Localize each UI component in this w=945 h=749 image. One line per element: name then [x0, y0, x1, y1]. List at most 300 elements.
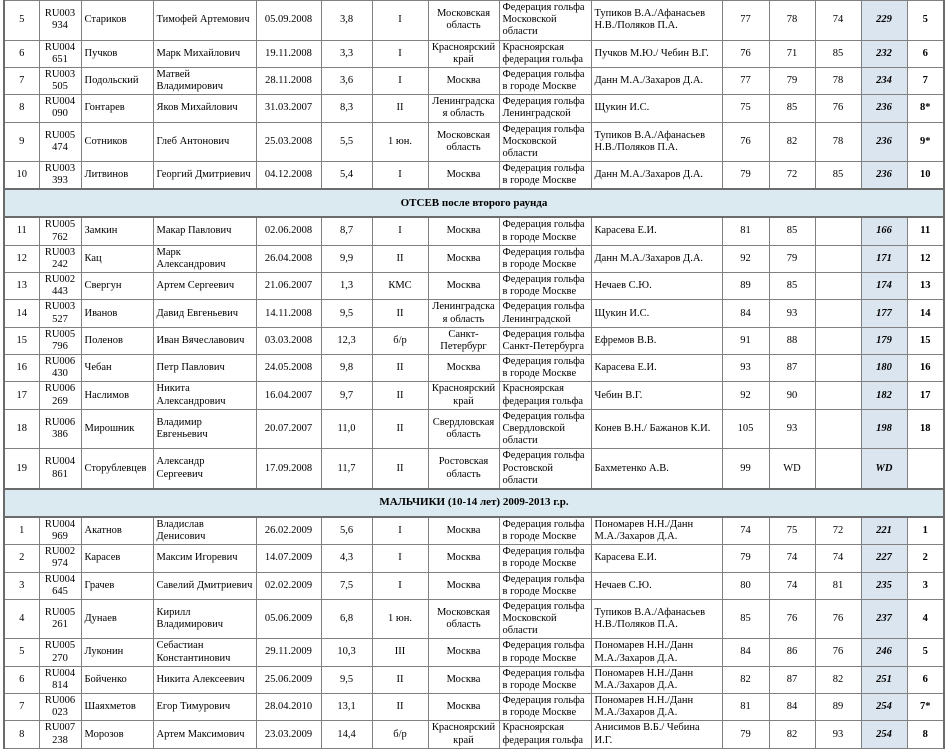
cell-region: Красноярский край — [428, 721, 499, 748]
cell-fed: Федерация гольфа в городе Москве — [499, 639, 591, 666]
cell-r2: 75 — [769, 517, 815, 545]
cell-first: Петр Павлович — [153, 355, 256, 382]
cell-dob: 25.03.2008 — [256, 122, 321, 162]
cell-id: RU006430 — [39, 355, 81, 382]
cell-hcp: 4,3 — [321, 545, 372, 572]
cell-place: 6 — [907, 666, 944, 693]
cell-fed: Красноярская федерация гольфа — [499, 382, 591, 409]
cell-last: Иванов — [81, 300, 153, 327]
cell-r3: 76 — [815, 95, 861, 122]
table-row[interactable] — [4, 694, 944, 721]
cell-dob: 17.09.2008 — [256, 449, 321, 489]
cell-fed: Федерация гольфа Санкт-Петербурга — [499, 327, 591, 354]
cell-id: RU003393 — [39, 162, 81, 190]
cell-r1: 82 — [722, 666, 769, 693]
cell-no: 11 — [4, 217, 39, 245]
cell-region: Санкт-Петербург — [428, 327, 499, 354]
cell-fed: Федерация гольфа в городе Москве — [499, 273, 591, 300]
cell-dob: 05.06.2009 — [256, 599, 321, 639]
table-row[interactable] — [4, 327, 944, 354]
cell-hcp: 13,1 — [321, 694, 372, 721]
results-table — [3, 0, 945, 749]
cell-id: RU004814 — [39, 666, 81, 693]
cell-place: 8* — [907, 95, 944, 122]
cell-rank: II — [372, 694, 428, 721]
cell-region: Москва — [428, 217, 499, 245]
table-row[interactable] — [4, 409, 944, 449]
cell-region: Московская область — [428, 1, 499, 41]
cell-r3: 85 — [815, 162, 861, 190]
cell-r2: 72 — [769, 162, 815, 190]
cell-id: RU006386 — [39, 409, 81, 449]
table-row[interactable] — [4, 245, 944, 272]
cell-rank: б/р — [372, 327, 428, 354]
table-row[interactable] — [4, 545, 944, 572]
cell-last: Стариков — [81, 1, 153, 41]
cell-rank: II — [372, 355, 428, 382]
cell-hcp: 9,7 — [321, 382, 372, 409]
cell-last: Наслимов — [81, 382, 153, 409]
table-row[interactable] — [4, 666, 944, 693]
cell-dob: 16.04.2007 — [256, 382, 321, 409]
cell-coach: Пономарев Н.Н./Данн М.А./Захаров Д.А. — [591, 694, 722, 721]
cell-r1: 80 — [722, 572, 769, 599]
cell-total: 227 — [861, 545, 907, 572]
cell-id: RU004651 — [39, 40, 81, 67]
cell-total: 254 — [861, 721, 907, 748]
cell-rank: II — [372, 245, 428, 272]
cell-r1: 79 — [722, 545, 769, 572]
cell-rank: II — [372, 409, 428, 449]
cell-r3: 93 — [815, 721, 861, 748]
cell-last: Сторублевцев — [81, 449, 153, 489]
cell-no: 6 — [4, 40, 39, 67]
cell-dob: 04.12.2008 — [256, 162, 321, 190]
cell-r2: 79 — [769, 67, 815, 94]
cell-rank: II — [372, 449, 428, 489]
cell-dob: 28.11.2008 — [256, 67, 321, 94]
cell-first: Владислав Денисович — [153, 517, 256, 545]
cell-r2: 87 — [769, 666, 815, 693]
cell-dob: 23.03.2009 — [256, 721, 321, 748]
section-band-cut-after-round-2 — [4, 189, 944, 217]
cell-no: 17 — [4, 382, 39, 409]
cell-total: 246 — [861, 639, 907, 666]
cell-dob: 14.07.2009 — [256, 545, 321, 572]
cell-r2: 71 — [769, 40, 815, 67]
cell-id: RU005474 — [39, 122, 81, 162]
cell-last: Гонтарев — [81, 95, 153, 122]
cell-no: 4 — [4, 599, 39, 639]
cell-fed: Федерация гольфа в городе Москве — [499, 355, 591, 382]
cell-first: Иван Вячеславович — [153, 327, 256, 354]
cell-hcp: 5,6 — [321, 517, 372, 545]
cell-r1: 81 — [722, 217, 769, 245]
cell-fed: Федерация гольфа в городе Москве — [499, 162, 591, 190]
cell-first: Никита Александрович — [153, 382, 256, 409]
cell-total: 182 — [861, 382, 907, 409]
cell-total: 251 — [861, 666, 907, 693]
cell-region: Ленинградская область — [428, 95, 499, 122]
cell-r2: 74 — [769, 572, 815, 599]
cell-coach: Карасева Е.И. — [591, 355, 722, 382]
cell-first: Георгий Дмитриевич — [153, 162, 256, 190]
cell-id: RU002443 — [39, 273, 81, 300]
cell-r1: 75 — [722, 95, 769, 122]
cell-place: 12 — [907, 245, 944, 272]
cell-total: 180 — [861, 355, 907, 382]
cell-id: RU004969 — [39, 517, 81, 545]
cell-r1: 74 — [722, 517, 769, 545]
cell-coach: Щукин И.С. — [591, 95, 722, 122]
cell-first: Себастиан Константинович — [153, 639, 256, 666]
cell-hcp: 3,3 — [321, 40, 372, 67]
cell-coach: Пономарев Н.Н./Данн М.А./Захаров Д.А. — [591, 517, 722, 545]
cell-r3 — [815, 449, 861, 489]
cell-total: 232 — [861, 40, 907, 67]
cell-r2: 79 — [769, 245, 815, 272]
cell-fed: Красноярская федерация гольфа — [499, 721, 591, 748]
cell-id: RU003242 — [39, 245, 81, 272]
cell-place: 14 — [907, 300, 944, 327]
cell-r2: 74 — [769, 545, 815, 572]
cell-hcp: 7,5 — [321, 572, 372, 599]
cell-fed: Федерация гольфа в городе Москве — [499, 545, 591, 572]
cell-region: Красноярский край — [428, 40, 499, 67]
cell-r2: 88 — [769, 327, 815, 354]
cell-hcp: 1,3 — [321, 273, 372, 300]
cell-dob: 24.05.2008 — [256, 355, 321, 382]
cell-last: Сотников — [81, 122, 153, 162]
cell-coach: Карасева Е.И. — [591, 545, 722, 572]
cell-last: Луконин — [81, 639, 153, 666]
cell-total: 177 — [861, 300, 907, 327]
cell-r3: 81 — [815, 572, 861, 599]
cell-dob: 29.11.2009 — [256, 639, 321, 666]
cell-dob: 19.11.2008 — [256, 40, 321, 67]
cell-place — [907, 449, 944, 489]
cell-dob: 25.06.2009 — [256, 666, 321, 693]
cell-first: Никита Алексеевич — [153, 666, 256, 693]
cell-total: WD — [861, 449, 907, 489]
section-band-label: ОТСЕВ после второго раунда — [4, 189, 944, 217]
table-row[interactable] — [4, 572, 944, 599]
cell-no: 10 — [4, 162, 39, 190]
table-row[interactable] — [4, 449, 944, 489]
cell-r2: 85 — [769, 217, 815, 245]
cell-coach: Тупиков В.А./Афанасьев Н.В./Поляков П.А. — [591, 1, 722, 41]
cell-dob: 26.04.2008 — [256, 245, 321, 272]
cell-hcp: 8,3 — [321, 95, 372, 122]
cell-r3 — [815, 273, 861, 300]
cell-last: Кац — [81, 245, 153, 272]
cell-r1: 77 — [722, 67, 769, 94]
cell-r3 — [815, 382, 861, 409]
cell-r1: 84 — [722, 639, 769, 666]
cell-hcp: 3,6 — [321, 67, 372, 94]
table-row[interactable] — [4, 355, 944, 382]
cell-r2: 84 — [769, 694, 815, 721]
cell-r2: 86 — [769, 639, 815, 666]
cell-fed: Федерация гольфа в городе Москве — [499, 67, 591, 94]
cell-region: Ростовская область — [428, 449, 499, 489]
cell-r3: 78 — [815, 122, 861, 162]
cell-rank: I — [372, 40, 428, 67]
cell-region: Москва — [428, 245, 499, 272]
cell-r1: 84 — [722, 300, 769, 327]
cell-total: 198 — [861, 409, 907, 449]
cell-r2: 82 — [769, 721, 815, 748]
cell-r2: 85 — [769, 95, 815, 122]
cell-total: 174 — [861, 273, 907, 300]
cell-place: 1 — [907, 517, 944, 545]
cell-r1: 91 — [722, 327, 769, 354]
cell-last: Замкин — [81, 217, 153, 245]
cell-id: RU005261 — [39, 599, 81, 639]
cell-total: 234 — [861, 67, 907, 94]
cell-coach: Тупиков В.А./Афанасьев Н.В./Поляков П.А. — [591, 122, 722, 162]
cell-place: 5 — [907, 1, 944, 41]
cell-fed: Федерация гольфа Ленинградской — [499, 95, 591, 122]
cell-fed: Федерация гольфа Ростовской области — [499, 449, 591, 489]
cell-first: Кирилл Владимирович — [153, 599, 256, 639]
cell-hcp: 9,5 — [321, 666, 372, 693]
cell-r1: 92 — [722, 245, 769, 272]
cell-no: 13 — [4, 273, 39, 300]
cell-dob: 14.11.2008 — [256, 300, 321, 327]
cell-id: RU004090 — [39, 95, 81, 122]
cell-r1: 99 — [722, 449, 769, 489]
cell-first: Владимир Евгеньевич — [153, 409, 256, 449]
cell-fed: Федерация гольфа в городе Москве — [499, 666, 591, 693]
cell-id: RU003505 — [39, 67, 81, 94]
cell-place: 11 — [907, 217, 944, 245]
cell-hcp: 9,5 — [321, 300, 372, 327]
cell-place: 6 — [907, 40, 944, 67]
cell-place: 10 — [907, 162, 944, 190]
cell-r2: 85 — [769, 273, 815, 300]
cell-place: 7 — [907, 67, 944, 94]
cell-dob: 31.03.2007 — [256, 95, 321, 122]
cell-r3 — [815, 409, 861, 449]
cell-r1: 81 — [722, 694, 769, 721]
cell-r1: 105 — [722, 409, 769, 449]
cell-coach: Бахметенко А.В. — [591, 449, 722, 489]
cell-r3 — [815, 355, 861, 382]
cell-total: 221 — [861, 517, 907, 545]
cell-dob: 20.07.2007 — [256, 409, 321, 449]
table-row[interactable] — [4, 273, 944, 300]
cell-r1: 89 — [722, 273, 769, 300]
cell-hcp: 9,9 — [321, 245, 372, 272]
cell-fed: Федерация гольфа в городе Москве — [499, 217, 591, 245]
cell-rank: б/р — [372, 721, 428, 748]
cell-hcp: 6,8 — [321, 599, 372, 639]
cell-r1: 77 — [722, 1, 769, 41]
cell-dob: 03.03.2008 — [256, 327, 321, 354]
cell-total: 235 — [861, 572, 907, 599]
cell-first: Савелий Дмитриевич — [153, 572, 256, 599]
cell-last: Дунаев — [81, 599, 153, 639]
table-row[interactable] — [4, 382, 944, 409]
cell-rank: I — [372, 162, 428, 190]
cell-fed: Красноярская федерация гольфа — [499, 40, 591, 67]
cell-rank: II — [372, 95, 428, 122]
cell-total: 166 — [861, 217, 907, 245]
cell-region: Москва — [428, 666, 499, 693]
cell-no: 18 — [4, 409, 39, 449]
cell-id: RU003934 — [39, 1, 81, 41]
table-row[interactable] — [4, 517, 944, 545]
cell-r2: 93 — [769, 300, 815, 327]
cell-no: 12 — [4, 245, 39, 272]
cell-place: 4 — [907, 599, 944, 639]
cell-hcp: 11,7 — [321, 449, 372, 489]
cell-place: 18 — [907, 409, 944, 449]
cell-id: RU006269 — [39, 382, 81, 409]
cell-rank: II — [372, 382, 428, 409]
table-row[interactable] — [4, 1, 944, 41]
cell-no: 2 — [4, 545, 39, 572]
cell-fed: Федерация гольфа Московской области — [499, 1, 591, 41]
cell-region: Москва — [428, 355, 499, 382]
cell-place: 2 — [907, 545, 944, 572]
cell-r3: 76 — [815, 639, 861, 666]
table-row[interactable] — [4, 721, 944, 748]
cell-r1: 85 — [722, 599, 769, 639]
cell-r3 — [815, 245, 861, 272]
cell-dob: 28.04.2010 — [256, 694, 321, 721]
cell-first: Марк Михайлович — [153, 40, 256, 67]
cell-place: 9* — [907, 122, 944, 162]
cell-place: 5 — [907, 639, 944, 666]
cell-no: 15 — [4, 327, 39, 354]
cell-fed: Федерация гольфа в городе Москве — [499, 572, 591, 599]
cell-last: Карасев — [81, 545, 153, 572]
cell-region: Красноярский край — [428, 382, 499, 409]
cell-rank: I — [372, 545, 428, 572]
cell-hcp: 9,8 — [321, 355, 372, 382]
cell-hcp: 5,5 — [321, 122, 372, 162]
cell-coach: Ефремов В.В. — [591, 327, 722, 354]
cell-id: RU003527 — [39, 300, 81, 327]
cell-fed: Федерация гольфа Свердловской области — [499, 409, 591, 449]
cell-r3: 89 — [815, 694, 861, 721]
cell-coach: Данн М.А./Захаров Д.А. — [591, 162, 722, 190]
cell-no: 8 — [4, 721, 39, 748]
cell-coach: Конев В.Н./ Бажанов К.И. — [591, 409, 722, 449]
cell-no: 7 — [4, 694, 39, 721]
cell-first: Глеб Антонович — [153, 122, 256, 162]
cell-coach: Нечаев С.Ю. — [591, 273, 722, 300]
cell-no: 16 — [4, 355, 39, 382]
cell-first: Егор Тимурович — [153, 694, 256, 721]
cell-place: 3 — [907, 572, 944, 599]
cell-r3: 74 — [815, 1, 861, 41]
cell-r1: 92 — [722, 382, 769, 409]
cell-rank: I — [372, 1, 428, 41]
cell-last: Поленов — [81, 327, 153, 354]
cell-r2: 90 — [769, 382, 815, 409]
cell-no: 19 — [4, 449, 39, 489]
cell-region: Москва — [428, 67, 499, 94]
cell-place: 15 — [907, 327, 944, 354]
cell-no: 9 — [4, 122, 39, 162]
cell-dob: 26.02.2009 — [256, 517, 321, 545]
cell-r3: 76 — [815, 599, 861, 639]
table-row[interactable] — [4, 300, 944, 327]
cell-no: 7 — [4, 67, 39, 94]
cell-coach: Щукин И.С. — [591, 300, 722, 327]
cell-coach: Нечаев С.Ю. — [591, 572, 722, 599]
cell-rank: II — [372, 300, 428, 327]
cell-last: Литвинов — [81, 162, 153, 190]
cell-first: Давид Евгеньевич — [153, 300, 256, 327]
section-band-boys-10-14 — [4, 489, 944, 517]
cell-fed: Федерация гольфа Московской области — [499, 599, 591, 639]
cell-fed: Федерация гольфа Ленинградской — [499, 300, 591, 327]
table-row[interactable] — [4, 162, 944, 190]
table-row[interactable] — [4, 639, 944, 666]
cell-coach: Чебин В.Г. — [591, 382, 722, 409]
table-row[interactable] — [4, 95, 944, 122]
cell-region: Ленинградская область — [428, 300, 499, 327]
cell-total: 236 — [861, 95, 907, 122]
cell-r2: 82 — [769, 122, 815, 162]
cell-hcp: 8,7 — [321, 217, 372, 245]
cell-first: Александр Сергеевич — [153, 449, 256, 489]
cell-r3: 82 — [815, 666, 861, 693]
cell-hcp: 10,3 — [321, 639, 372, 666]
cell-id: RU002974 — [39, 545, 81, 572]
cell-dob: 02.06.2008 — [256, 217, 321, 245]
cell-first: Тимофей Артемович — [153, 1, 256, 41]
table-row[interactable] — [4, 217, 944, 245]
cell-fed: Федерация гольфа Московской области — [499, 122, 591, 162]
cell-no: 5 — [4, 639, 39, 666]
table-row[interactable] — [4, 122, 944, 162]
cell-fed: Федерация гольфа в городе Москве — [499, 245, 591, 272]
cell-total: 171 — [861, 245, 907, 272]
cell-r3: 78 — [815, 67, 861, 94]
cell-rank: I — [372, 67, 428, 94]
cell-total: 179 — [861, 327, 907, 354]
cell-fed: Федерация гольфа в городе Москве — [499, 694, 591, 721]
cell-coach: Анисимов В.Б./ Чебина И.Г. — [591, 721, 722, 748]
cell-hcp: 5,4 — [321, 162, 372, 190]
cell-coach: Данн М.А./Захаров Д.А. — [591, 245, 722, 272]
cell-id: RU005270 — [39, 639, 81, 666]
cell-first: Максим Игоревич — [153, 545, 256, 572]
cell-place: 7* — [907, 694, 944, 721]
cell-hcp: 11,0 — [321, 409, 372, 449]
cell-first: Артем Сергеевич — [153, 273, 256, 300]
cell-rank: 1 юн. — [372, 122, 428, 162]
cell-no: 8 — [4, 95, 39, 122]
cell-last: Мирошник — [81, 409, 153, 449]
cell-coach: Пучков М.Ю./ Чебин В.Г. — [591, 40, 722, 67]
cell-last: Шаяхметов — [81, 694, 153, 721]
cell-last: Чебан — [81, 355, 153, 382]
cell-hcp: 14,4 — [321, 721, 372, 748]
table-row[interactable] — [4, 40, 944, 67]
table-row[interactable] — [4, 599, 944, 639]
cell-total: 236 — [861, 162, 907, 190]
cell-r1: 93 — [722, 355, 769, 382]
cell-first: Артем Максимович — [153, 721, 256, 748]
table-row[interactable] — [4, 67, 944, 94]
cell-r2: 93 — [769, 409, 815, 449]
